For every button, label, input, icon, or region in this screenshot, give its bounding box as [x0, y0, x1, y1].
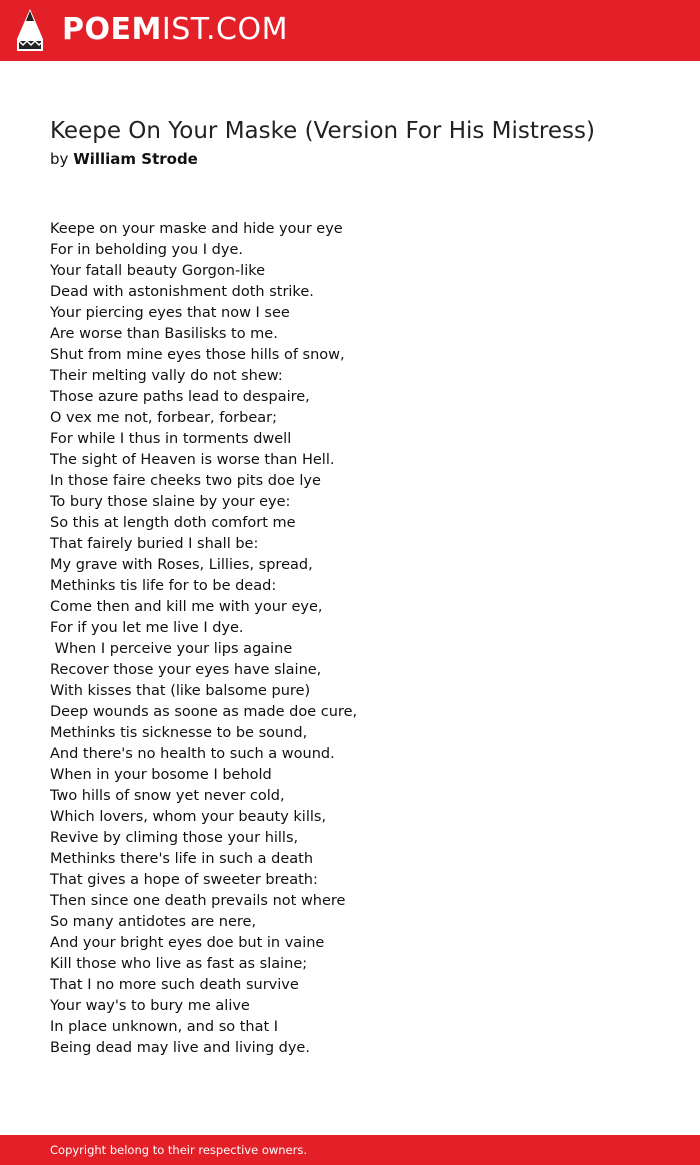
- poem-line: Keepe on your maske and hide your eye: [50, 221, 343, 237]
- poem-line: My grave with Roses, Lillies, spread,: [50, 557, 313, 573]
- poem-line: Their melting vally do not shew:: [50, 368, 283, 384]
- poem-line: That I no more such death survive: [50, 977, 299, 993]
- poem-line: When I perceive your lips againe: [50, 641, 293, 657]
- poem-body: [50, 219, 357, 1059]
- poem-line: Revive by climing those your hills,: [50, 830, 299, 846]
- poem-line: Methinks there's life in such a death: [50, 851, 314, 867]
- poem-line: For if you let me live I dye.: [50, 620, 244, 636]
- poem-line: And your bright eyes doe but in vaine: [50, 935, 325, 951]
- copyright-text: Copyright belong to their respective owners.: [50, 1143, 308, 1157]
- poem-line: Come then and kill me with your eye,: [50, 599, 323, 615]
- poem-line: Your piercing eyes that now I see: [50, 305, 290, 321]
- poem-line: That fairely buried I shall be:: [50, 536, 259, 552]
- poem-line: For while I thus in torments dwell: [50, 431, 292, 447]
- poem-line: Then since one death prevails not where: [50, 893, 346, 909]
- poem-line: Two hills of snow yet never cold,: [50, 788, 285, 804]
- poem-line: The sight of Heaven is worse than Hell.: [50, 452, 335, 468]
- poem-line: Kill those who live as fast as slaine;: [50, 956, 308, 972]
- poem-line: Your way's to bury me alive: [50, 998, 250, 1014]
- byline: [50, 149, 198, 169]
- poem-line: Shut from mine eyes those hills of snow,: [50, 347, 345, 363]
- poem-line: Methinks tis sicknesse to be sound,: [50, 725, 308, 741]
- brand-light: IST.COM: [161, 12, 288, 47]
- pencil-icon[interactable]: [17, 9, 43, 51]
- poem-line: When in your bosome I behold: [50, 767, 272, 783]
- author-name: William Strode: [73, 150, 198, 168]
- brand-bold: POEM: [62, 12, 162, 47]
- poem-line: To bury those slaine by your eye:: [50, 494, 291, 510]
- poem-title: Keepe On Your Maske (Version For His Mistress): [50, 118, 595, 144]
- poem-line: That gives a hope of sweeter breath:: [50, 872, 318, 888]
- poem-line: With kisses that (like balsome pure): [50, 683, 311, 699]
- poem-line: For in beholding you I dye.: [50, 242, 243, 258]
- poem-line: Which lovers, whom your beauty kills,: [50, 809, 327, 825]
- poem-line: In place unknown, and so that I: [50, 1019, 279, 1035]
- poem-line: So many antidotes are nere,: [50, 914, 257, 930]
- poem-line: Being dead may live and living dye.: [50, 1040, 310, 1056]
- poem-line: Deep wounds as soone as made doe cure,: [50, 704, 358, 720]
- poem-line: Are worse than Basilisks to me.: [50, 326, 278, 342]
- by-label: by: [50, 150, 69, 168]
- site-footer: [0, 1135, 700, 1165]
- poem-line: So this at length doth comfort me: [50, 515, 296, 531]
- poem-line: Those azure paths lead to despaire,: [50, 389, 310, 405]
- poem-line: O vex me not, forbear, forbear;: [50, 410, 278, 426]
- poem-line: Recover those your eyes have slaine,: [50, 662, 322, 678]
- poem-line: Methinks tis life for to be dead:: [50, 578, 277, 594]
- poem-line: In those faire cheeks two pits doe lye: [50, 473, 321, 489]
- site-logo-text[interactable]: [62, 12, 288, 48]
- poem-line: Your fatall beauty Gorgon-like: [50, 263, 266, 279]
- site-header: [0, 0, 700, 61]
- poem-line: And there's no health to such a wound.: [50, 746, 335, 762]
- poem-line: Dead with astonishment doth strike.: [50, 284, 314, 300]
